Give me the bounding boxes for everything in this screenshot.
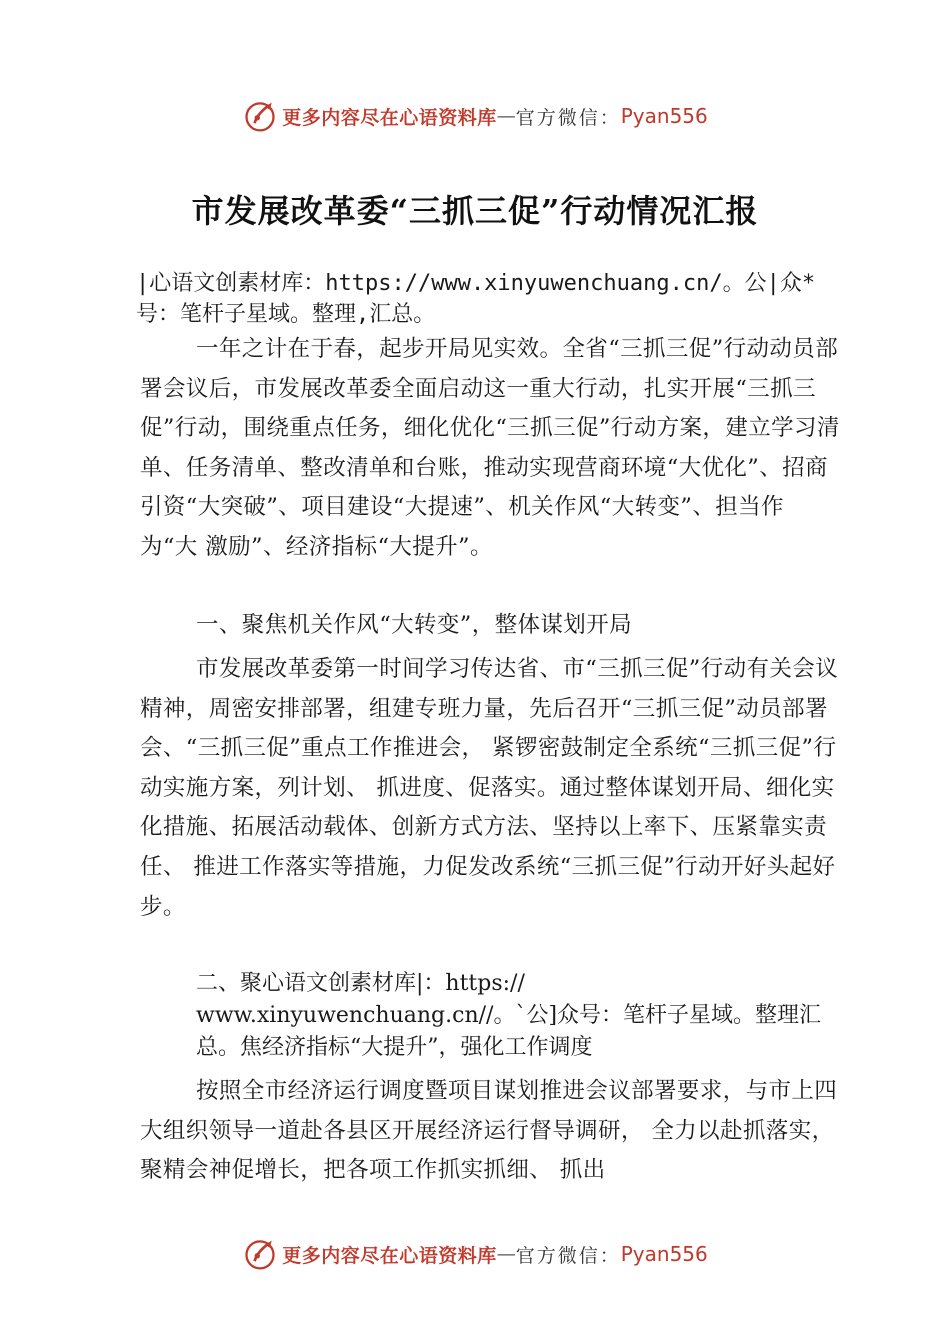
banner-main-text: 更多内容尽在心语资料库	[282, 106, 497, 129]
section-2-heading	[196, 968, 836, 1064]
section-1-heading: 一、聚焦机关作风“大转变”，整体谋划开局	[196, 612, 633, 638]
footer-banner	[0, 1234, 950, 1274]
banner-label: 官方微信：	[515, 1244, 621, 1267]
intro-section	[140, 330, 840, 568]
banner-wechat-id: Pyan556	[620, 104, 708, 128]
banner-dash: —	[496, 1243, 516, 1265]
header-banner	[0, 96, 950, 136]
section-1-body-block	[140, 650, 840, 927]
section-2-body: 按照全市经济运行调度暨项目谋划推进会议部署要求，与市上四大组织领导一道赴各县区开展经济运行督导调研， 全力以赴抓落实，聚精会神促增长，把各项工作抓实抓细、 抓出	[140, 1078, 838, 1184]
section-2-heading-line1: 二、聚心语文创素材库|：https://	[196, 971, 525, 996]
section-1	[140, 606, 840, 646]
source-note: |心语文创素材库：https://www.xinyuwenchuang.cn/。公|众*号：笔杆子星域。整理,汇总。	[136, 271, 816, 327]
logo-icon	[242, 1236, 278, 1272]
intro-paragraph: 一年之计在于春，起步开局见实效。全省“三抓三促”行动动员部署会议后，市发展改革委全面启动这一重大行动，扎实开展“三抓三促”行动，围绕重点任务，细化优化“三抓三促”行动方案，建立学习清单、任务清单、整改清单和台账，推动实现营商环境“大优化”、招商引资“大突破”、项目建设“大提速”、机关作风“大转变”、担当作为“大 激励”、经济指标“大提升”。	[140, 336, 840, 560]
banner-main-text: 更多内容尽在心语资料库	[282, 1244, 497, 1267]
section-2-heading-line2: www.xinyuwenchuang.cn//。`公]众号：笔杆子星域。整理汇总。焦经济指标“大提升”，强化工作调度	[196, 1003, 822, 1060]
banner-wechat-id: Pyan556	[620, 1242, 708, 1266]
banner-label: 官方微信：	[515, 106, 621, 129]
logo-icon	[242, 98, 278, 134]
document-title: 市发展改革委“三抓三促”行动情况汇报	[191, 192, 759, 230]
section-2-body-block	[140, 1072, 840, 1191]
section-1-body: 市发展改革委第一时间学习传达省、市“三抓三促”行动有关会议精神，周密安排部署，组建专班力量，先后召开“三抓三促”动员部署会、“三抓三促”重点工作推进会， 紧锣密鼓制定全系统“三抓三促”行动实施方案，列计划、 抓进度、促落实。通过整体谋划开局、细化实化措施、拓展活动载体、创新方式方法、坚持以上率下、压紧靠实责任、 推进工作落实等措施，力促发改系统“三抓三促”行动开好头起好步。	[140, 656, 839, 920]
banner-dash: —	[496, 105, 516, 127]
